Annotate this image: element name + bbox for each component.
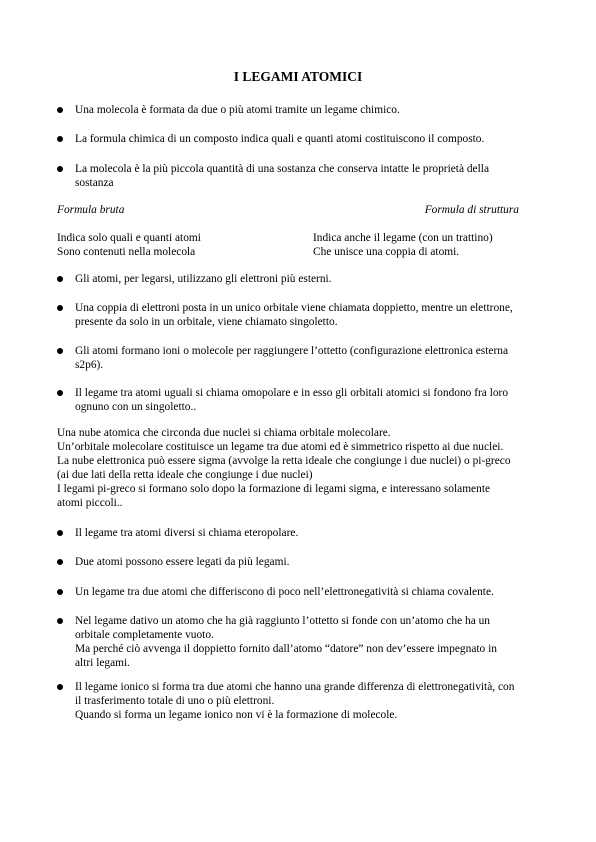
bullet-item [75,526,547,540]
bullet-line: Nel legame dativo un atomo che ha già raggiunto l’ottetto si fonde con un’atomo che ha un [75,615,491,627]
bullet-item [75,555,547,569]
description-line: Indica solo quali e quanti atomi [57,232,201,244]
bullet-icon [57,348,63,354]
bullet-line: Ma perché ciò avvenga il doppietto fornito dall’atomo “datore” non dev’essere impegnato in [75,643,497,655]
bullet-line: Il legame ionico si forma tra due atomi che hanno una grande differenza di elettronegatività, con [75,681,515,693]
bullet-item [75,132,547,146]
bullet-line: sostanza [75,177,114,189]
orbital-paragraph [57,426,547,510]
bullet-line: Due atomi possono essere legati da più legami. [75,556,290,568]
bullet-line: Gli atomi formano ioni o molecole per raggiungere l’ottetto (configurazione elettronica esterna [75,345,508,357]
bullet-icon [57,390,63,396]
paragraph-line: Una nube atomica che circonda due nuclei si chiama orbitale molecolare. [57,427,391,439]
paragraph-line: (ai due lati della retta ideale che congiunge i due nuclei) [57,469,313,481]
paragraph-line: Un’orbitale molecolare costituisce un legame tra due atomi ed è simmetrico rispetto ai due nuclei. [57,441,504,453]
bullet-line: il trasferimento totale di uno o più elettroni. [75,695,275,707]
bullet-line: Un legame tra due atomi che differiscono di poco nell’elettronegatività si chiama covalente. [75,586,494,598]
formula-struttura-heading: Formula di struttura [424,204,519,216]
bullet-icon [57,136,63,142]
bullet-icon [57,559,63,565]
description-line: Che unisce una coppia di atomi. [313,246,460,258]
bullet-line: presente da solo in un orbitale, viene chiamato singoletto. [75,316,338,328]
bullet-line: Una molecola è formata da due o più atomi tramite un legame chimico. [75,104,400,116]
bullet-icon [57,276,63,282]
bullet-line: Il legame tra atomi diversi si chiama eteropolare. [75,527,299,539]
bullet-item [75,386,547,414]
bullet-icon [57,589,63,595]
page-title: I LEGAMI ATOMICI [233,69,363,84]
bullet-icon [57,166,63,172]
bullet-icon [57,684,63,690]
bullet-item [75,301,547,329]
paragraph-line: La nube elettronica può essere sigma (avvolge la retta ideale che congiunge i due nuclei) o pi-greco [57,455,511,467]
bullet-icon [57,305,63,311]
bullet-icon [57,530,63,536]
formula-bruta-heading: Formula bruta [57,204,125,216]
bullet-item [75,272,547,286]
bullet-line: La molecola è la più piccola quantità di una sostanza che conserva intatte le proprietà della [75,163,490,175]
description-line: Sono contenuti nella molecola [57,246,196,258]
bullet-item [75,680,547,722]
bullet-line: altri legami. [75,657,131,669]
bullet-line: Il legame tra atomi uguali si chiama omopolare e in esso gli orbitali atomici si fondono fra loro [75,387,509,399]
bullet-line: Quando si forma un legame ionico non vi è la formazione di molecole. [75,709,398,721]
bullet-line: ognuno con un singoletto.. [75,401,197,413]
formula-bruta-description [57,231,201,259]
bullet-line: La formula chimica di un composto indica quali e quanti atomi costituiscono il composto. [75,133,485,145]
bullet-item [75,344,547,372]
bullet-icon [57,107,63,113]
bullet-item [75,162,547,190]
bullet-item [75,585,547,599]
paragraph-line: I legami pi-greco si formano solo dopo la formazione di legami sigma, e interessano solamente [57,483,491,495]
formula-struttura-description [313,231,493,259]
bullet-line: orbitale completamente vuoto. [75,629,214,641]
bullet-line: s2p6). [75,359,104,371]
bullet-item [75,614,547,670]
bullet-icon [57,618,63,624]
bullet-line: Una coppia di elettroni posta in un unico orbitale viene chiamata doppietto, mentre un elettrone, [75,302,513,314]
description-line: Indica anche il legame (con un trattino) [313,232,493,244]
bullet-item [75,103,547,117]
bullet-line: Gli atomi, per legarsi, utilizzano gli elettroni più esterni. [75,273,332,285]
paragraph-line: atomi piccoli.. [57,497,123,509]
